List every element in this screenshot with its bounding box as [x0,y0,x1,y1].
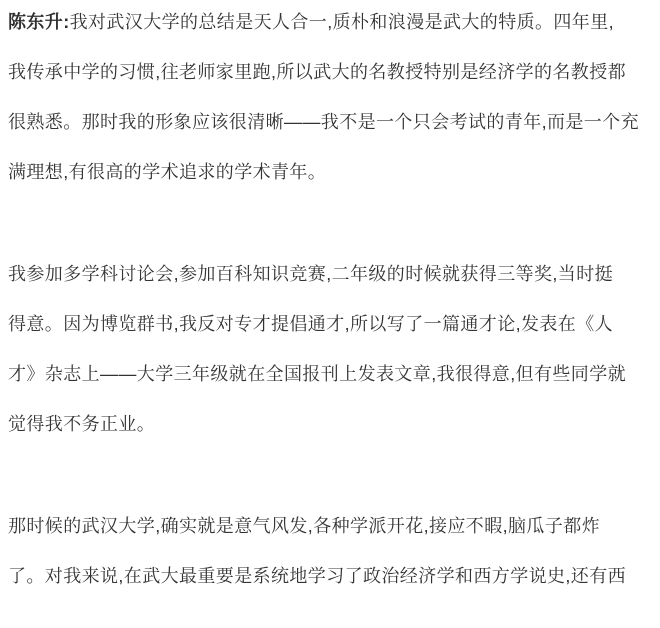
text-line: 很熟悉。那时我的形象应该很清晰——我不是一个只会考试的青年,而是一个充 [8,112,639,132]
text-line: 满理想,有很高的学术追求的学术青年。 [8,162,327,182]
text-line: 才》杂志上——大学三年级就在全国报刊上发表文章,我很得意,但有些同学就 [8,364,626,384]
text-line: 得意。因为博览群书,我反对专才提倡通才,所以写了一篇通才论,发表在《人 [8,314,613,334]
paragraph [8,501,652,601]
text-line: 了。对我来说,在武大最重要是系统地学习了政治经济学和西方学说史,还有西 [8,566,626,586]
text-line: 陈东升:我对武汉大学的总结是天人合一,质朴和浪漫是武大的特质。四年里, [8,12,615,32]
text-line: 我传承中学的习惯,往老师家里跑,所以武大的名教授特别是经济学的名教授都 [8,62,626,82]
text-line: 觉得我不务正业。 [8,414,156,434]
paragraph [8,249,652,449]
text-line: 那时候的武汉大学,确实就是意气风发,各种学派开花,接应不暇,脑瓜子都炸 [8,516,601,536]
paragraph [8,0,652,197]
speaker-name: 陈东升: [8,12,70,32]
text-line: 我参加多学科讨论会,参加百科知识竞赛,二年级的时候就获得三等奖,当时挺 [8,264,613,284]
